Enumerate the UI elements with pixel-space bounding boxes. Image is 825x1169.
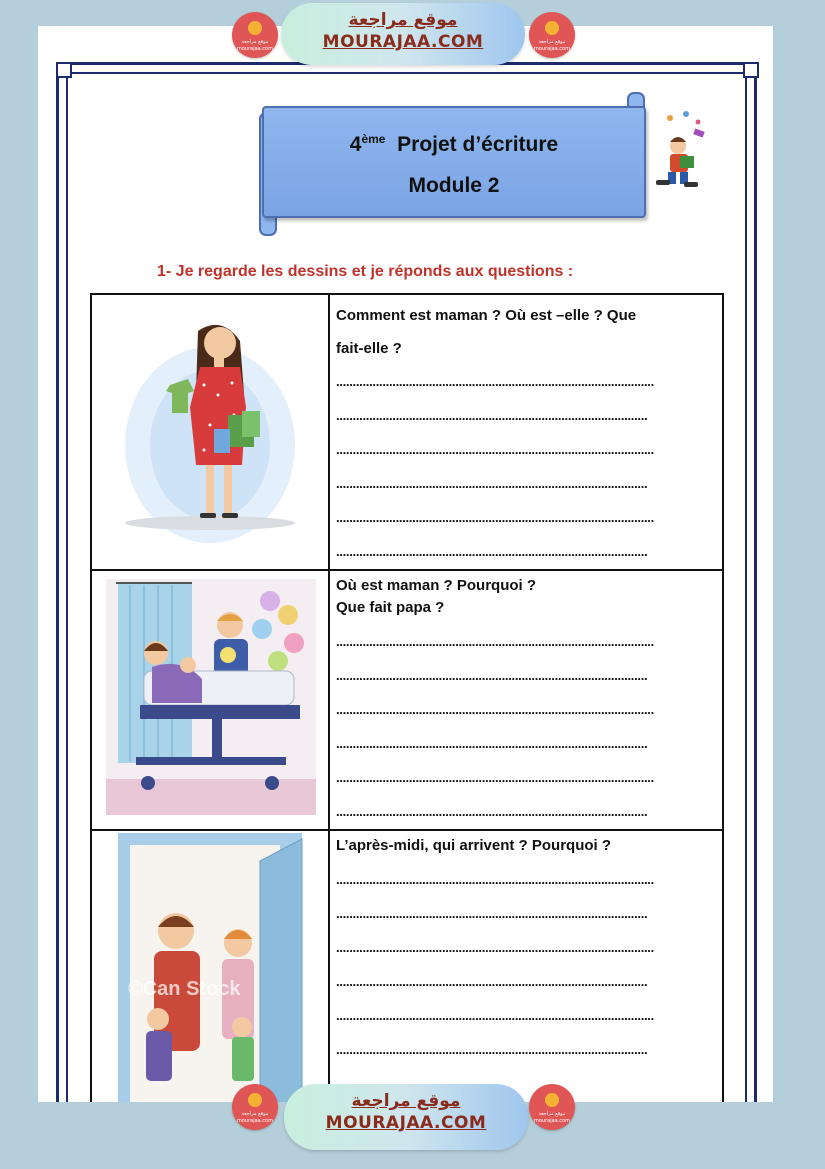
answer-line[interactable]: .............................................................................................. (336, 408, 648, 423)
answer-line[interactable]: ................................................................................................ (336, 702, 654, 717)
question-text: Que fait papa ? (336, 599, 445, 616)
site-name-latin[interactable]: MOURAJAA.COM (325, 1113, 487, 1133)
site-logo-icon[interactable]: موقع مراجعة mourajaa.com (529, 1084, 575, 1130)
answer-line[interactable]: ................................................................................................ (336, 442, 654, 457)
answer-line[interactable]: .............................................................................................. (336, 476, 648, 491)
page-title: 4ème Projet d’écriture (349, 132, 559, 156)
question-cell (329, 570, 723, 830)
picture-cell (91, 570, 329, 830)
title-banner (262, 106, 646, 218)
border-corner (56, 62, 72, 78)
table-row (91, 830, 723, 1123)
answer-line[interactable]: ................................................................................................ (336, 940, 654, 955)
site-badge-bottom[interactable] (284, 1084, 528, 1150)
hospital-room-image (92, 571, 328, 821)
site-name-arabic[interactable]: موقع مراجعة (351, 1091, 461, 1111)
site-logo-icon[interactable]: موقع مراجعة mourajaa.com (529, 12, 575, 58)
table-row (91, 294, 723, 570)
site-logo-icon[interactable]: موقع مراجعة mourajaa.com (232, 1084, 278, 1130)
module-label: Module 2 (408, 174, 500, 197)
answer-line[interactable]: ................................................................................................ (336, 872, 654, 887)
border-corner (743, 62, 759, 78)
answer-line[interactable]: .............................................................................................. (336, 804, 648, 819)
question-text: fait-elle ? (336, 340, 402, 357)
answer-line[interactable]: .............................................................................................. (336, 736, 648, 751)
picture-cell (91, 830, 329, 1123)
answer-line[interactable]: ................................................................................................ (336, 1008, 654, 1023)
question-text: Comment est maman ? Où est –elle ? Que (336, 307, 637, 324)
question-cell (329, 830, 723, 1123)
site-badge-top[interactable] (281, 3, 525, 65)
picture-cell (91, 294, 329, 570)
exercise-instruction: 1- Je regarde les dessins et je réponds aux questions : (157, 263, 574, 280)
family-at-door-image (92, 831, 328, 1117)
answer-line[interactable]: ................................................................................................ (336, 510, 654, 525)
question-cell (329, 294, 723, 570)
site-logo-icon[interactable]: موقع مراجعة mourajaa.com (232, 12, 278, 58)
answer-line[interactable]: .............................................................................................. (336, 668, 648, 683)
watermark: ©Can Stock (128, 978, 241, 1000)
answer-line[interactable]: .............................................................................................. (336, 544, 648, 559)
answer-line[interactable]: .............................................................................................. (336, 974, 648, 989)
mother-shopping-image (92, 295, 328, 564)
table-row (91, 570, 723, 830)
site-name-latin[interactable]: MOURAJAA.COM (322, 32, 484, 52)
question-text: Où est maman ? Pourquoi ? (336, 577, 537, 594)
site-name-arabic[interactable]: موقع مراجعة (348, 10, 458, 30)
answer-line[interactable]: .............................................................................................. (336, 1042, 648, 1057)
answer-line[interactable]: ................................................................................................ (336, 374, 654, 389)
question-text: L’après-midi, qui arrivent ? Pourquoi ? (336, 837, 612, 854)
answer-line[interactable]: ................................................................................................ (336, 770, 654, 785)
child-reading-illustration (650, 108, 714, 192)
worksheet-table (90, 293, 724, 1124)
answer-line[interactable]: .............................................................................................. (336, 906, 648, 921)
answer-line[interactable]: ................................................................................................ (336, 634, 654, 649)
